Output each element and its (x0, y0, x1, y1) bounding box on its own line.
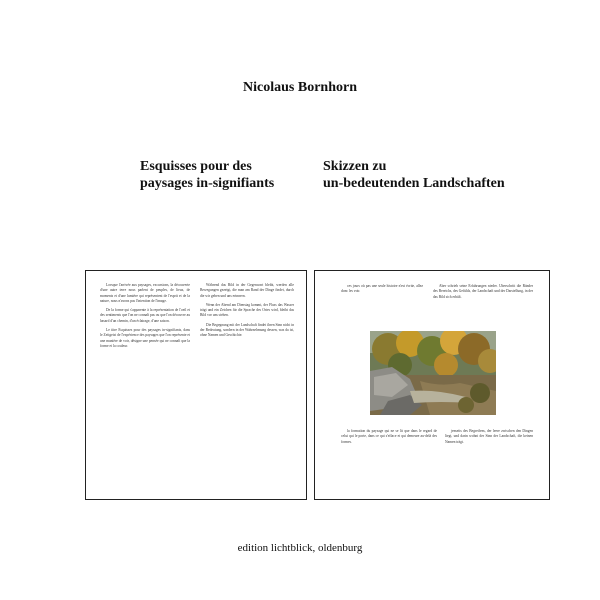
right-page-preview (314, 270, 550, 500)
right-bottom-left-text: la formation du paysage qui ne se lit que dans le regard de celui qui le porte, dans ce qui s'efface et qui demeure au-delà des formes. (341, 429, 437, 444)
title-french-line1: Esquisses pour des (140, 159, 252, 174)
author-name: Nicolaus Bornhorn (243, 80, 357, 95)
right-page-text-top-left (341, 284, 423, 304)
left-page-column-2 (200, 283, 294, 488)
title-french (140, 158, 310, 192)
left-col2-paragraph: Während das Bild in der Gegenwart bleibt, werden alle Bewegungen gezeigt, die man am Rand der Dinge findet, durch die wir gehen und uns erinnern. (200, 283, 294, 298)
right-page-text-bottom-left (341, 429, 437, 469)
title-german-line2: un-bedeutenden Landschaften (323, 176, 505, 191)
title-german-line1: Skizzen zu (323, 159, 387, 174)
publisher-name: edition lichtblick, oldenburg (237, 542, 363, 554)
title-german (323, 158, 543, 192)
right-top-left-text: ces jours où pas une seule histoire n'est écrite, allez donc les voir. (341, 284, 423, 294)
left-col1-paragraph: De la forme qui s'apparente à la représentation de l'oeil et des sentiments que l'on ne connaît pas ou que l'on découvre au hasard d'un chemin, d'un éclairage, d'une saison. (100, 308, 190, 323)
left-col2-paragraph: Wenn der Abend am Dienstag kommt, der Fluss das Wasser trägt und ein Zeichen für die Sprache des Ortes wird, bleibt das Bild vor uns stehen. (200, 302, 294, 318)
right-page-text-bottom-right (445, 429, 533, 473)
left-col1-paragraph: Le titre Esquisses pour des paysages in-signifiants, dans le Zeitgeist de l'expérience des paysages que l'on représente et une manière de voir, désigne une pensée qui ne connaît que la forme et la couleur. (100, 328, 190, 348)
left-page-column-1 (100, 283, 190, 488)
right-bottom-right-text: jenseits des Begreifens, der leere zwischen den Dingen liegt, und darin wohnt der Sinn der Landschaft, die keinen Namen trägt. (445, 429, 533, 444)
title-french-line2: paysages in-signifiants (140, 176, 275, 191)
left-page-preview (85, 270, 307, 500)
left-col1-paragraph: Lorsque l'arrivée aux paysages, excursions, la découverte d'une autre terre nous parlent de peuples, de lieux, de moments et d'une lumière qui représentent de l'esprit et de la nature, nous n'avons pas l'intention de l'image. (100, 283, 190, 303)
left-col2-paragraph: Die Begegnung mit der Landschaft findet ihren Sinn nicht in der Bedeutung, sondern in der Wahrnehmung dessen, was da ist, ohne Namen und Geschichte. (200, 322, 294, 338)
right-top-right-text: Aber schrieb seine Erfahrungen nieder. Überschritt die Ränder des Bereichs, des Gefühls, der Landschaft und der Darstellung, in der das Bild sich erhält. (433, 284, 533, 299)
landscape-photo (370, 331, 496, 415)
right-page-text-top-right (433, 284, 533, 318)
